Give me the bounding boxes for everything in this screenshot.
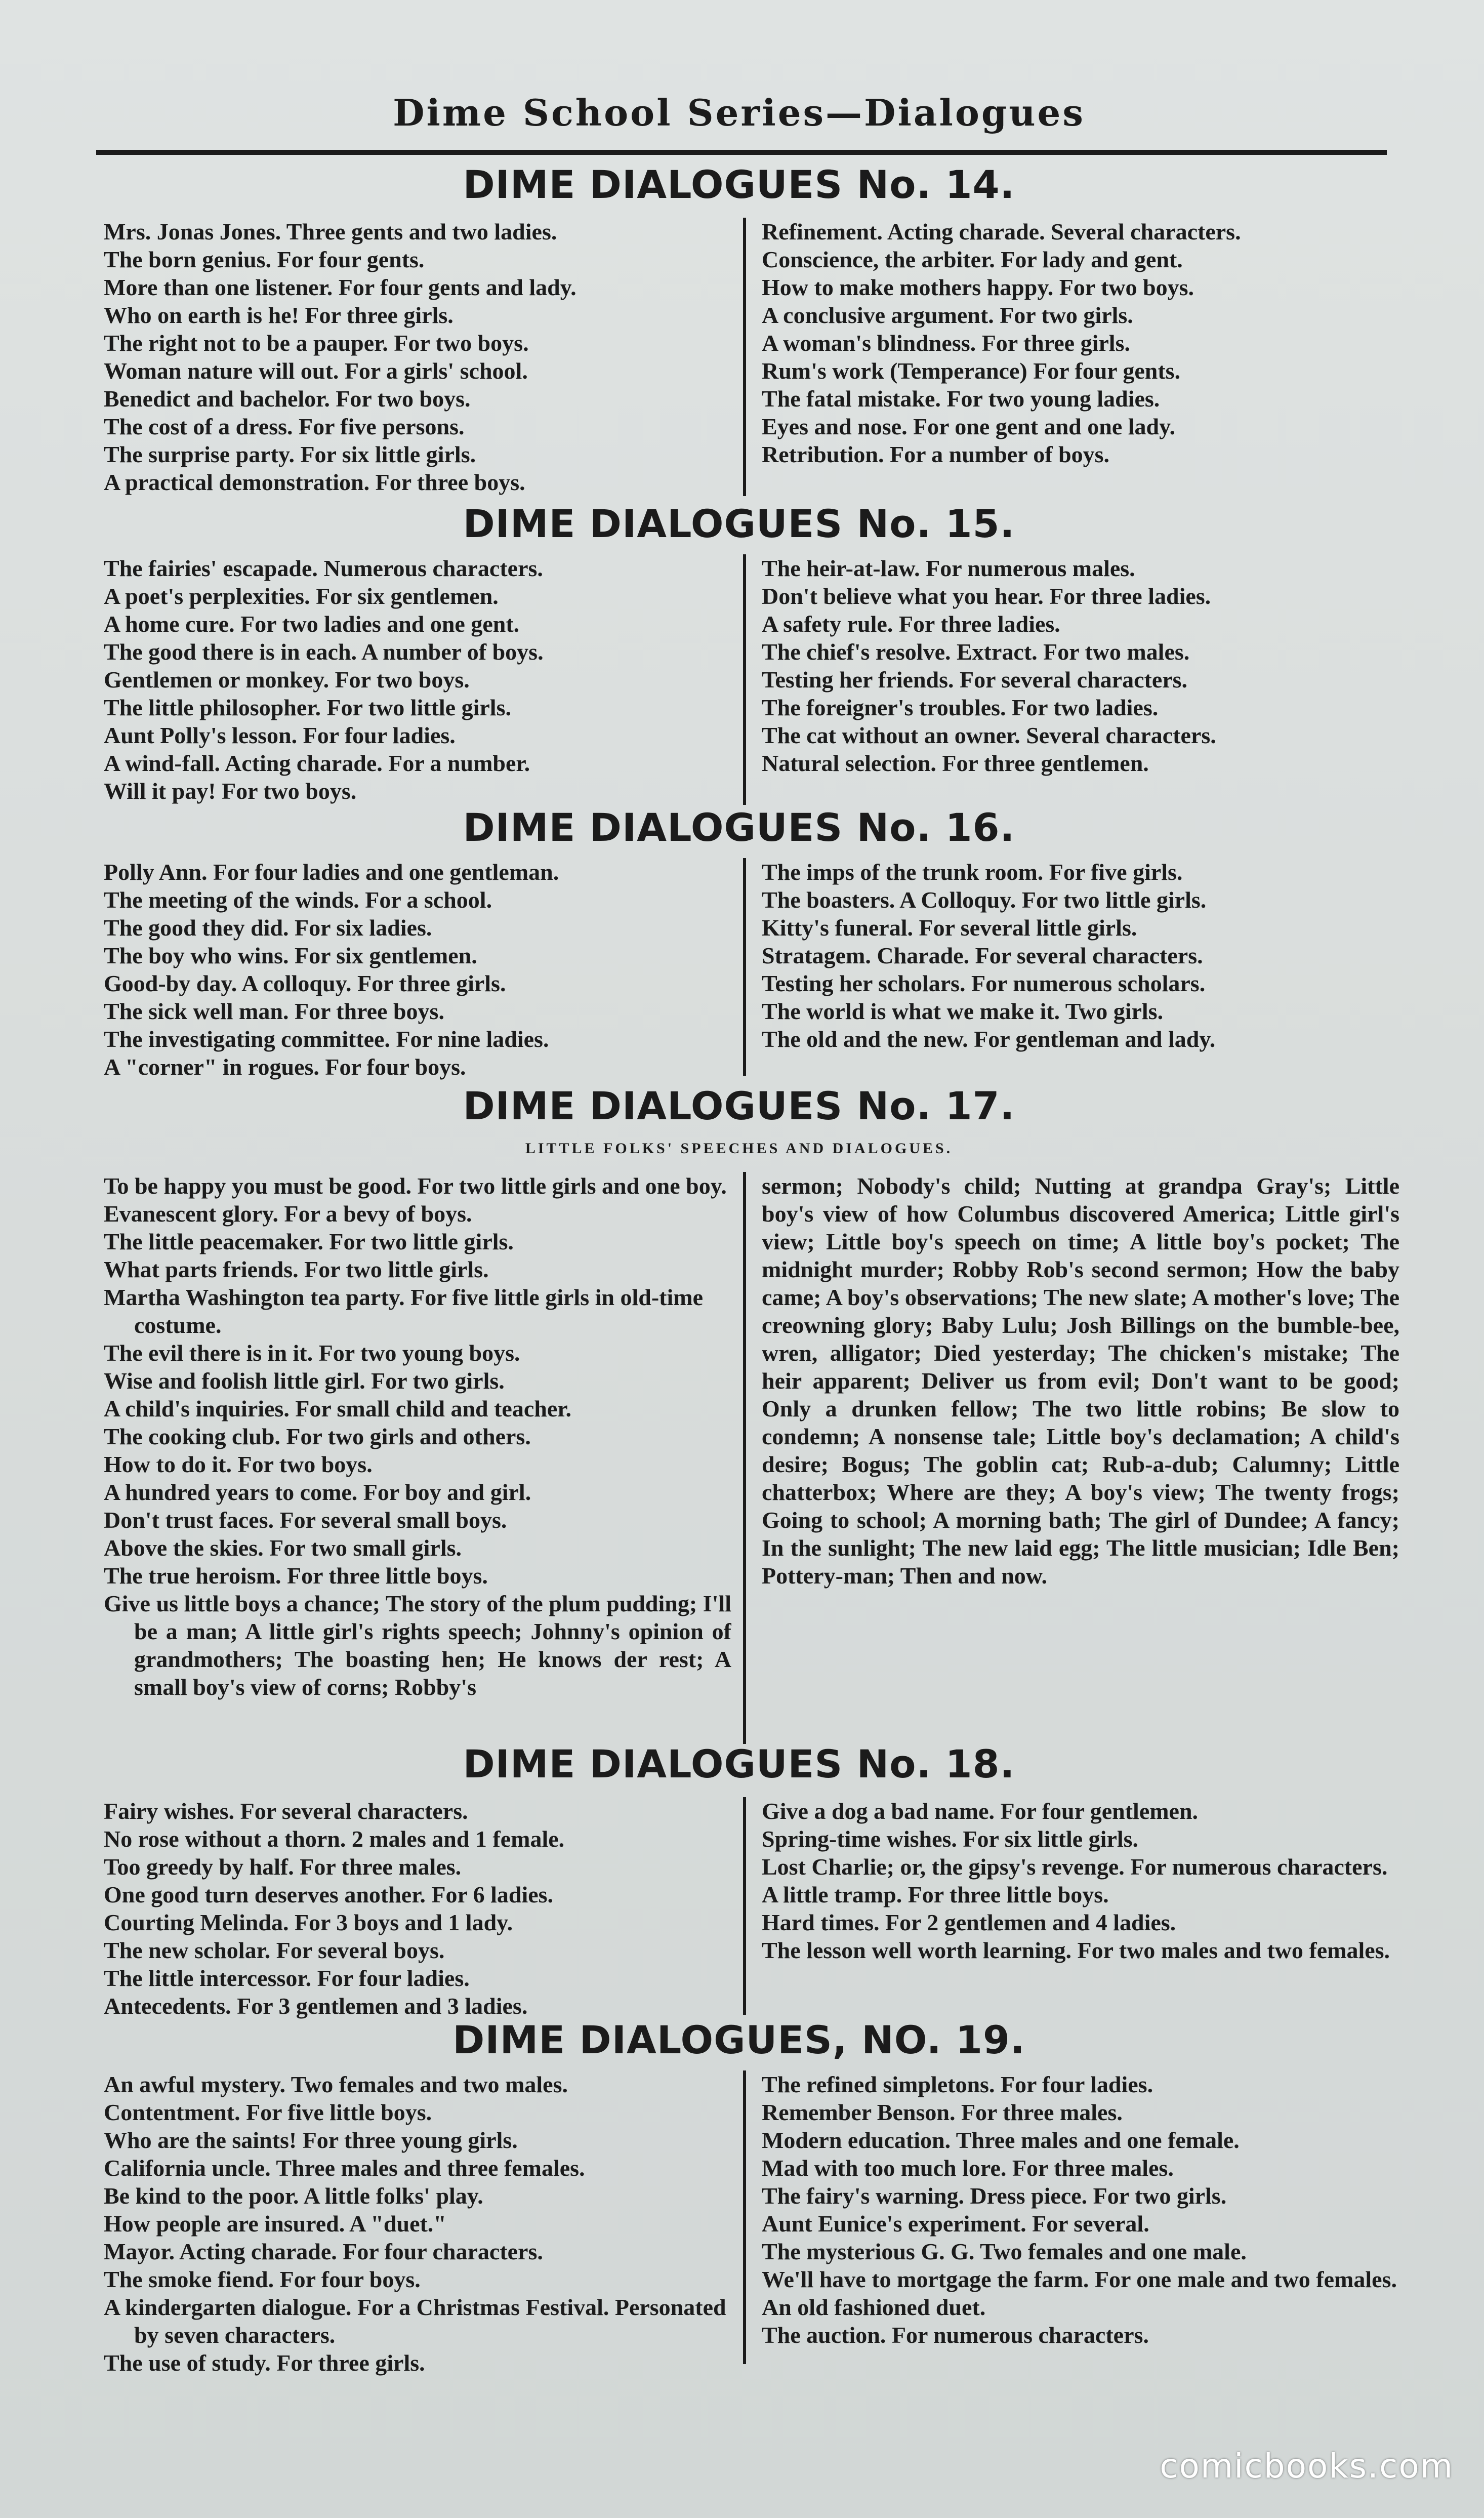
dialogue-item: How to make mothers happy. For two boys. [762,274,1194,300]
dialogue-item: A little tramp. For three little boys. [762,1882,1109,1907]
dialogue-item: Martha Washington tea party. For five little girls in old-time costume. [104,1284,703,1338]
dialogue-item: The smoke fiend. For four boys. [104,2266,421,2292]
dialogue-item: Aunt Eunice's experiment. For several. [762,2211,1149,2237]
section-title-16: DIME DIALOGUES No. 16. [463,805,1015,850]
dialogue-item: The meeting of the winds. For a school. [104,887,492,913]
dialogue-item: The heir-at-law. For numerous males. [762,555,1135,581]
column-divider [743,858,746,1076]
dialogue-item: The auction. For numerous characters. [762,2322,1149,2348]
column-divider [743,554,746,805]
dialogue-item: The little intercessor. For four ladies. [104,1965,470,1991]
page-header: Dime School Series—Dialogues [393,91,1085,134]
dialogue-item: Will it pay! For two boys. [104,778,357,804]
dialogue-item: How people are insured. A "duet." [104,2211,446,2237]
dialogue-item: The fairy's warning. Dress piece. For two girls. [762,2183,1227,2209]
dialogue-item: The little peacemaker. For two little girls. [104,1229,514,1254]
dialogue-item: Who are the saints! For three young girls. [104,2127,518,2153]
section-16-right-column [762,858,1399,1053]
dialogue-item: Lost Charlie; or, the gipsy's revenge. For numerous characters. [762,1854,1388,1880]
dialogue-item: A conclusive argument. For two girls. [762,302,1133,328]
dialogue-item: The cat without an owner. Several characters. [762,722,1216,748]
dialogue-item: Mrs. Jonas Jones. Three gents and two ladies. [104,219,557,245]
section-19-left-column [104,2070,731,2377]
dialogue-item: The boasters. A Colloquy. For two little girls. [762,887,1207,913]
dialogue-item: The born genius. For four gents. [104,247,425,272]
dialogue-item: Eyes and nose. For one gent and one lady. [762,414,1176,439]
dialogue-item: The true heroism. For three little boys. [104,1563,488,1589]
dialogue-item: An old fashioned duet. [762,2294,986,2320]
dialogue-item: The fairies' escapade. Numerous characters. [104,555,543,581]
section-16-left-column [104,858,731,1081]
dialogue-item: Testing her scholars. For numerous scholars. [762,970,1206,996]
dialogue-item: Be kind to the poor. A little folks' play. [104,2183,483,2209]
dialogue-item: No rose without a thorn. 2 males and 1 female. [104,1826,565,1852]
dialogue-item: The boy who wins. For six gentlemen. [104,943,477,968]
dialogue-item: Antecedents. For 3 gentlemen and 3 ladies. [104,1993,528,2019]
dialogue-item: A home cure. For two ladies and one gent. [104,611,520,637]
section-title-18: DIME DIALOGUES No. 18. [463,1741,1015,1786]
dialogue-item: The lesson well worth learning. For two males and two females. [762,1937,1390,1963]
dialogue-item: The good there is in each. A number of boys. [104,639,544,665]
section-14-right-column [762,218,1399,468]
dialogue-item: A safety rule. For three ladies. [762,611,1060,637]
dialogue-item: The surprise party. For six little girls. [104,441,476,467]
dialogue-item: Gentlemen or monkey. For two boys. [104,667,470,693]
dialogue-item: Woman nature will out. For a girls' school. [104,358,528,384]
section-17-left-column [104,1172,731,1701]
column-divider [743,2070,746,2364]
watermark: comicbooks.com [1160,2447,1454,2486]
dialogue-item: The imps of the trunk room. For five girls. [762,859,1183,885]
dialogue-item: Modern education. Three males and one female. [762,2127,1240,2153]
section-19-right-column [762,2070,1399,2349]
dialogue-item: Fairy wishes. For several characters. [104,1798,468,1824]
dialogue-item: Give us little boys a chance; The story of the plum pudding; I'll be a man; A little girl's rights speech; Johnny's opinion of grandmothers; The boasting hen; He knows der rest; A small boy's view of corns; Robby's [104,1591,731,1700]
section-title-17: DIME DIALOGUES No. 17. [463,1083,1015,1128]
dialogue-item: Polly Ann. For four ladies and one gentleman. [104,859,559,885]
dialogue-item: Conscience, the arbiter. For lady and gent. [762,247,1183,272]
dialogue-item: One good turn deserves another. For 6 ladies. [104,1882,554,1907]
dialogue-item: Contentment. For five little boys. [104,2099,432,2125]
header-rule [96,150,1387,155]
dialogue-item: Courting Melinda. For 3 boys and 1 lady. [104,1910,513,1935]
dialogue-item: The foreigner's troubles. For two ladies. [762,695,1159,720]
dialogue-item: Spring-time wishes. For six little girls. [762,1826,1139,1852]
dialogue-item: Benedict and bachelor. For two boys. [104,386,471,412]
dialogue-item: How to do it. For two boys. [104,1451,373,1477]
section-title-14: DIME DIALOGUES No. 14. [463,162,1015,207]
column-divider [743,218,746,496]
section-14-left-column [104,218,731,496]
dialogue-item: Give a dog a bad name. For four gentlemen. [762,1798,1199,1824]
dialogue-item: Good-by day. A colloquy. For three girls. [104,970,506,996]
dialogue-item: A "corner" in rogues. For four boys. [104,1054,466,1080]
dialogue-item: To be happy you must be good. For two little girls and one boy. [104,1173,727,1199]
dialogue-item: The cooking club. For two girls and others. [104,1424,531,1449]
dialogue-item: A child's inquiries. For small child and teacher. [104,1396,571,1422]
dialogue-item: The sick well man. For three boys. [104,998,444,1024]
dialogue-item: Aunt Polly's lesson. For four ladies. [104,722,456,748]
dialogue-item: Evanescent glory. For a bevy of boys. [104,1201,472,1227]
dialogue-item: Testing her friends. For several characters. [762,667,1188,693]
dialogue-item: The chief's resolve. Extract. For two males. [762,639,1190,665]
dialogue-item: Rum's work (Temperance) For four gents. [762,358,1181,384]
dialogue-item: Wise and foolish little girl. For two girls. [104,1368,505,1394]
dialogue-item: Stratagem. Charade. For several characters. [762,943,1203,968]
dialogue-item: Retribution. For a number of boys. [762,441,1110,467]
dialogue-item: The evil there is in it. For two young boys. [104,1340,520,1366]
section-subtitle-17: LITTLE FOLKS' SPEECHES AND DIALOGUES. [525,1140,953,1157]
dialogue-item: Kitty's funeral. For several little girls. [762,915,1137,941]
dialogue-item: Above the skies. For two small girls. [104,1535,462,1561]
section-15-left-column [104,554,731,805]
dialogue-item: A hundred years to come. For boy and girl. [104,1479,531,1505]
section-18-left-column [104,1797,731,2020]
dialogue-item: The good they did. For six ladies. [104,915,432,941]
dialogue-item: Don't believe what you hear. For three ladies. [762,583,1211,609]
section-title-19: DIME DIALOGUES, NO. 19. [452,2017,1025,2062]
dialogue-item: The cost of a dress. For five persons. [104,414,465,439]
dialogue-item: Too greedy by half. For three males. [104,1854,462,1880]
dialogue-item: California uncle. Three males and three females. [104,2155,585,2181]
column-divider [743,1797,746,2015]
dialogue-item: An awful mystery. Two females and two males. [104,2072,568,2097]
section-title-15: DIME DIALOGUES No. 15. [463,501,1015,546]
dialogue-item: The right not to be a pauper. For two boys. [104,330,529,356]
dialogue-item: Mad with too much lore. For three males. [762,2155,1174,2181]
dialogue-item: More than one listener. For four gents and lady. [104,274,576,300]
dialogue-item: Natural selection. For three gentlemen. [762,750,1149,776]
dialogue-item: A woman's blindness. For three girls. [762,330,1130,356]
dialogue-item: The old and the new. For gentleman and lady. [762,1026,1216,1052]
dialogue-item: A poet's perplexities. For six gentlemen. [104,583,499,609]
dialogue-item: The mysterious G. G. Two females and one male. [762,2239,1247,2264]
dialogue-item: A practical demonstration. For three boys. [104,469,525,495]
dialogue-item: Hard times. For 2 gentlemen and 4 ladies. [762,1910,1176,1935]
dialogue-item: Remember Benson. For three males. [762,2099,1123,2125]
dialogue-item: The investigating committee. For nine ladies. [104,1026,549,1052]
dialogue-item: Don't trust faces. For several small boys. [104,1507,507,1533]
dialogue-item: The new scholar. For several boys. [104,1937,445,1963]
dialogue-item: A kindergarten dialogue. For a Christmas Festival. Personated by seven characters. [104,2294,726,2348]
section-15-right-column [762,554,1399,777]
dialogue-item: Mayor. Acting charade. For four characters. [104,2239,543,2264]
dialogue-item: The refined simpletons. For four ladies. [762,2072,1153,2097]
dialogue-item: The fatal mistake. For two young ladies. [762,386,1160,412]
section-18-right-column [762,1797,1399,1964]
dialogue-item: The use of study. For three girls. [104,2350,425,2376]
dialogue-item: What parts friends. For two little girls. [104,1256,489,1282]
column-divider [743,1172,746,1744]
dialogue-item: Who on earth is he! For three girls. [104,302,454,328]
dialogue-item: Refinement. Acting charade. Several characters. [762,219,1241,245]
dialogue-item: The little philosopher. For two little girls. [104,695,511,720]
section-17-right-column: sermon; Nobody's child; Nutting at grandpa Gray's; Little boy's view of how Columbus discovered America; Little girl's view; Little boy's speech on time; A little boy's pocket; The midnight murder; Robby Rob's second sermon; How the baby came; A boy's observations; The new slate; A mother's love; The creowning glory; Baby Lulu; Josh Billings on the bumble-bee, wren, alligator; Died yesterday; The chicken's mistake; The heir apparent; Deliver us from evil; Don't want to be good; Only a drunken fellow; The two little robins; Be slow to condemn; A nonsense tale; Little boy's declamation; A child's desire; Bogus; The goblin cat; Rub-a-dub; Calumny; Little chatterbox; Where are they; A boy's view; The twenty frogs; Going to school; A morning bath; The girl of Dundee; A fancy; In the sunlight; The new laid egg; The little musician; Idle Ben; Pottery-man; Then and now. [762,1173,1399,1589]
dialogue-item: We'll have to mortgage the farm. For one male and two females. [762,2266,1397,2292]
dialogue-item: A wind-fall. Acting charade. For a number. [104,750,530,776]
dialogue-item: The world is what we make it. Two girls. [762,998,1164,1024]
